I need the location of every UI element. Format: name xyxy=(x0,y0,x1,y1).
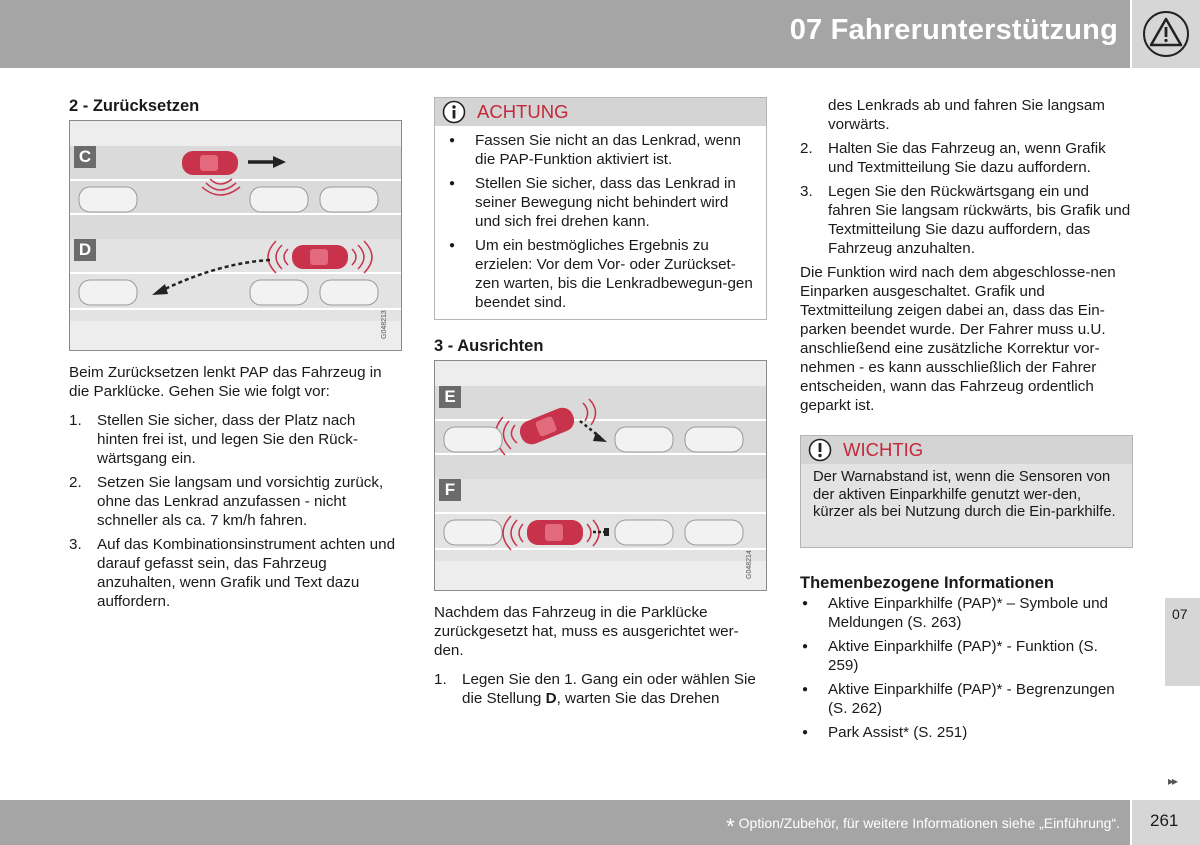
column-middle-heading xyxy=(434,337,765,356)
step-text: Auf das Kombinationsinstrument achten und darauf gefasst sein, das Fahrzeug anzuhalten, wenn Grafik und Text dazu auffordern. xyxy=(97,536,396,610)
side-tab-label: 07 xyxy=(1172,606,1188,622)
step-text: Stellen Sie sicher, dass der Platz nach hinten frei ist, und legen Sie den Rück-wärtsgang ein. xyxy=(97,412,358,467)
step-number: 3. xyxy=(69,536,82,553)
parked-cars-c xyxy=(79,187,378,212)
step-text: , warten Sie das Drehen xyxy=(556,690,720,707)
parked-cars-d xyxy=(79,280,378,305)
intro-text: Beim Zurücksetzen lenkt PAP das Fahrzeug in die Parklücke. Gehen Sie wie folgt vor: xyxy=(69,364,382,400)
notice-title: ACHTUNG xyxy=(477,101,569,122)
step-text: Halten Sie das Fahrzeug an, wenn Grafik und Textmitteilung Sie dazu auffordern. xyxy=(828,140,1106,176)
scene-label-d: D xyxy=(74,239,96,261)
next-page-icon: ▸▸ xyxy=(1168,774,1177,788)
step-text: Legen Sie den 1. Gang ein oder wählen Sie die Stellung xyxy=(462,671,756,707)
figure-code: G048213 xyxy=(381,310,388,339)
list-item xyxy=(69,411,399,468)
steps-list xyxy=(434,670,766,708)
list-item: ● Stellen Sie sicher, dass das Lenkrad in seiner Bewegung nicht behindert wird und sich frei drehen kann. xyxy=(447,174,756,231)
related-link[interactable]: ● Aktive Einparkhilfe (PAP)* - Begrenzungen (S. 262) xyxy=(800,680,1132,718)
column-right xyxy=(800,96,1132,415)
aligning-diagram xyxy=(435,361,766,590)
notice-list xyxy=(435,126,766,312)
angled-car xyxy=(517,404,578,447)
step-number: 2. xyxy=(69,474,82,491)
related-info xyxy=(800,574,1132,747)
step-number: 3. xyxy=(800,183,813,200)
section-heading-zuruecksetzen: 2 - Zurücksetzen xyxy=(69,97,200,115)
reversing-diagram xyxy=(70,121,401,350)
related-link[interactable]: ● Aktive Einparkhilfe (PAP)* - Funktion (S. 259) xyxy=(800,637,1132,675)
footer-note xyxy=(726,814,1120,840)
list-item xyxy=(434,670,766,708)
parked-active-car xyxy=(527,520,583,545)
list-item: ● Fassen Sie nicht an das Lenkrad, wenn die PAP-Funktion aktiviert ist. xyxy=(447,131,756,169)
list-item xyxy=(69,535,399,611)
notice-title: WICHTIG xyxy=(843,439,924,460)
chapter-icon-box xyxy=(1132,0,1200,68)
paragraph-text: Die Funktion wird nach dem abgeschlosse-nen Einparken ausgeschaltet. Grafik und Textmitteilung zeigen dabei an, dass das Ein-parken beendet wurde. Der Fahrer muss u.U. anschließend eine zusätzliche Korrektur vor-nehmen - es kann ausschließlich der Fahrer entscheiden, wann das Fahrzeug ordentlich geparkt ist. xyxy=(800,264,1116,414)
notice-header xyxy=(435,98,766,126)
figure-code: G048214 xyxy=(746,550,753,579)
step-text: Legen Sie den Rückwärtsgang ein und fahren Sie langsam rückwärts, bis Grafik und Textmitteilung Sie dazu auffordern, das Fahrzeug anzuhalten. xyxy=(828,183,1131,257)
column-left-text xyxy=(69,363,399,616)
related-link[interactable]: ● Aktive Einparkhilfe (PAP)* – Symbole und Meldungen (S. 263) xyxy=(800,594,1132,632)
achtung-notice xyxy=(434,97,767,320)
exclamation-icon xyxy=(807,438,833,462)
step-number: 1. xyxy=(434,671,447,688)
chapter-header xyxy=(0,0,1130,68)
illustration-reversing xyxy=(69,120,402,351)
related-heading: Themenbezogene Informationen xyxy=(800,574,1054,592)
step-number: 1. xyxy=(69,412,82,429)
chapter-side-tab xyxy=(1165,598,1200,686)
intro-text: Nachdem das Fahrzeug in die Parklücke zurückgesetzt hat, muss es ausgerichtet wer-den. xyxy=(434,604,739,659)
column-left xyxy=(69,97,404,116)
scene-label-f: F xyxy=(439,479,461,501)
steps-list xyxy=(800,139,1132,258)
active-car xyxy=(182,151,238,175)
sensor-waves-rear xyxy=(352,241,372,273)
steps-list xyxy=(69,411,399,611)
scene-label-e: E xyxy=(439,386,461,408)
page-number: 261 xyxy=(1150,811,1179,830)
footer-note-text: Option/Zubehör, für weitere Informationen siehe „Einführung“. xyxy=(738,815,1120,831)
list-item: ● Um ein bestmögliches Ergebnis zu erzielen: Vor dem Vor- oder Zurückset-zen warten, bis die Lenkradbewegun-gen beendet sind. xyxy=(447,236,756,312)
related-links-list xyxy=(800,594,1132,742)
section-heading-ausrichten: 3 - Ausrichten xyxy=(434,337,544,355)
wichtig-notice xyxy=(800,435,1133,548)
sensor-waves xyxy=(202,179,240,195)
page-number-box xyxy=(1132,800,1200,845)
scene-label-c: C xyxy=(74,146,96,168)
footer-asterisk: * xyxy=(726,814,735,839)
notice-header xyxy=(801,436,1132,464)
chapter-title: 07 Fahrerunterstützung xyxy=(789,14,1118,46)
sensor-waves-front xyxy=(268,241,288,273)
continued-text: des Lenkrads ab und fahren Sie langsam vorwärts. xyxy=(828,97,1105,133)
page-footer xyxy=(0,800,1130,845)
related-link[interactable]: ● Park Assist* (S. 251) xyxy=(800,723,1132,742)
list-item xyxy=(800,139,1132,177)
reversing-car xyxy=(292,245,348,269)
column-middle-text xyxy=(434,603,766,713)
list-item xyxy=(69,473,399,530)
list-item xyxy=(800,182,1132,258)
step-number: 2. xyxy=(800,140,813,157)
step-text: Setzen Sie langsam und vorsichtig zurück, ohne das Lenkrad anzufassen - nicht schneller als ca. 7 km/h fahren. xyxy=(97,474,384,529)
notice-text: Der Warnabstand ist, wenn die Sensoren von der aktiven Einparkhilfe genutzt wer-den, kürzer als bei Nutzung durch die Ein-parkhilfe. xyxy=(813,469,1116,520)
step-text-bold: D xyxy=(545,690,557,707)
warning-triangle-icon xyxy=(1142,10,1190,58)
info-icon xyxy=(441,100,467,124)
illustration-aligning xyxy=(434,360,767,591)
